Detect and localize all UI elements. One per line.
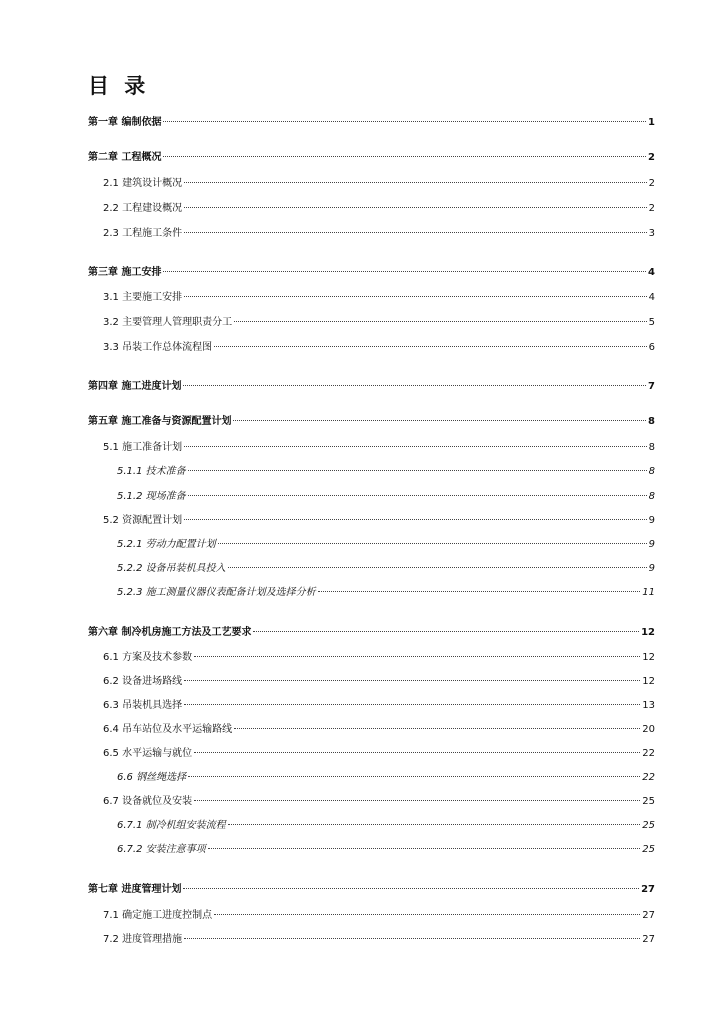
dot-leader bbox=[208, 848, 641, 849]
toc-entry-page-number: 2 bbox=[648, 178, 655, 189]
toc-entry-page-number: 12 bbox=[642, 676, 655, 687]
toc-entry-page-number: 12 bbox=[642, 652, 655, 663]
toc-entry-label: 6.7 设备就位及安装 bbox=[103, 796, 193, 807]
dot-leader bbox=[188, 495, 647, 496]
dot-leader bbox=[163, 271, 646, 272]
toc-entry[interactable] bbox=[103, 440, 655, 456]
toc-entry-page-number: 12 bbox=[641, 627, 655, 638]
toc-entry-page-number: 4 bbox=[648, 292, 655, 303]
toc-entry[interactable] bbox=[88, 379, 655, 395]
toc-entry[interactable] bbox=[103, 674, 655, 690]
toc-entry-page-number: 22 bbox=[642, 772, 655, 783]
toc-entry-label: 7.2 进度管理措施 bbox=[103, 934, 183, 945]
dot-leader bbox=[184, 446, 647, 447]
toc-entry-label: 第二章 工程概况 bbox=[88, 152, 162, 163]
toc-entry-label: 2.1 建筑设计概况 bbox=[103, 178, 183, 189]
dot-leader bbox=[184, 232, 647, 233]
dot-leader bbox=[233, 420, 646, 421]
toc-entry[interactable] bbox=[103, 513, 655, 529]
dot-leader bbox=[228, 824, 641, 825]
toc-entry[interactable] bbox=[88, 265, 655, 281]
toc-entry[interactable] bbox=[88, 882, 655, 898]
toc-entry-page-number: 25 bbox=[642, 844, 655, 855]
toc-entry[interactable] bbox=[103, 201, 655, 217]
toc-entry-page-number: 9 bbox=[648, 563, 655, 574]
toc-entry[interactable] bbox=[103, 746, 655, 762]
toc-entry[interactable] bbox=[117, 818, 655, 834]
toc-entry-page-number: 8 bbox=[648, 466, 655, 477]
toc-entry-label: 5.2.3 施工测量仪器仪表配备计划及选择分析 bbox=[117, 587, 316, 598]
toc-entry-page-number: 2 bbox=[648, 152, 655, 163]
toc-entry-label: 第四章 施工进度计划 bbox=[88, 381, 182, 392]
dot-leader bbox=[183, 385, 646, 386]
toc-entry[interactable] bbox=[117, 585, 655, 601]
toc-entry-page-number: 13 bbox=[642, 700, 655, 711]
toc-entry-page-number: 2 bbox=[648, 203, 655, 214]
toc-entry-label: 5.1.1 技术准备 bbox=[117, 466, 186, 477]
toc-entry-page-number: 8 bbox=[648, 442, 655, 453]
toc-entry[interactable] bbox=[88, 115, 655, 131]
toc-entry[interactable] bbox=[117, 489, 655, 505]
dot-leader bbox=[184, 296, 647, 297]
toc-entry-label: 3.2 主要管理人管理职责分工 bbox=[103, 317, 233, 328]
dot-leader bbox=[214, 914, 640, 915]
dot-leader bbox=[184, 519, 647, 520]
toc-entry[interactable] bbox=[88, 625, 655, 641]
toc-entry[interactable] bbox=[103, 722, 655, 738]
toc-entry-page-number: 3 bbox=[648, 228, 655, 239]
toc-entry[interactable] bbox=[103, 698, 655, 714]
dot-leader bbox=[163, 121, 646, 122]
toc-entry-label: 6.5 水平运输与就位 bbox=[103, 748, 193, 759]
toc-entry[interactable] bbox=[88, 150, 655, 166]
toc-entry-page-number: 4 bbox=[648, 267, 655, 278]
toc-entry-label: 第六章 制冷机房施工方法及工艺要求 bbox=[88, 627, 252, 638]
dot-leader bbox=[184, 182, 647, 183]
dot-leader bbox=[163, 156, 646, 157]
page-title: 目 录 bbox=[88, 74, 150, 98]
toc-entry-page-number: 27 bbox=[642, 934, 655, 945]
toc-entry-label: 5.2.1 劳动力配置计划 bbox=[117, 539, 216, 550]
toc-entry[interactable] bbox=[103, 650, 655, 666]
toc-entry[interactable] bbox=[103, 794, 655, 810]
toc-entry[interactable] bbox=[117, 842, 655, 858]
dot-leader bbox=[194, 800, 640, 801]
toc-entry-label: 6.2 设备进场路线 bbox=[103, 676, 183, 687]
toc-entry-label: 第七章 进度管理计划 bbox=[88, 884, 182, 895]
dot-leader bbox=[183, 888, 639, 889]
toc-entry-page-number: 25 bbox=[642, 820, 655, 831]
toc-entry[interactable] bbox=[103, 226, 655, 242]
toc-entry-page-number: 22 bbox=[642, 748, 655, 759]
dot-leader bbox=[234, 321, 647, 322]
toc-entry-label: 2.2 工程建设概况 bbox=[103, 203, 183, 214]
dot-leader bbox=[234, 728, 640, 729]
toc-entry-label: 6.6 钢丝绳选择 bbox=[117, 772, 187, 783]
toc-entry-label: 第五章 施工准备与资源配置计划 bbox=[88, 416, 232, 427]
toc-entry-label: 6.3 吊装机具选择 bbox=[103, 700, 183, 711]
dot-leader bbox=[218, 543, 647, 544]
dot-leader bbox=[214, 346, 647, 347]
dot-leader bbox=[228, 567, 647, 568]
dot-leader bbox=[188, 470, 647, 471]
toc-entry[interactable] bbox=[103, 908, 655, 924]
toc-entry-page-number: 6 bbox=[648, 342, 655, 353]
toc-entry-label: 2.3 工程施工条件 bbox=[103, 228, 183, 239]
toc-entry[interactable] bbox=[88, 414, 655, 430]
dot-leader bbox=[253, 631, 639, 632]
toc-entry-page-number: 9 bbox=[648, 539, 655, 550]
toc-entry-label: 6.7.1 制冷机组安装流程 bbox=[117, 820, 226, 831]
toc-entry[interactable] bbox=[103, 290, 655, 306]
dot-leader bbox=[184, 680, 640, 681]
dot-leader bbox=[194, 656, 640, 657]
toc-entry-page-number: 8 bbox=[648, 491, 655, 502]
dot-leader bbox=[184, 938, 640, 939]
toc-entry-page-number: 11 bbox=[642, 587, 655, 598]
dot-leader bbox=[184, 207, 647, 208]
toc-entry-label: 6.7.2 安装注意事项 bbox=[117, 844, 206, 855]
toc-entry-page-number: 5 bbox=[648, 317, 655, 328]
dot-leader bbox=[184, 704, 640, 705]
toc-entry-page-number: 25 bbox=[642, 796, 655, 807]
toc-entry-label: 第三章 施工安排 bbox=[88, 267, 162, 278]
toc-entry-label: 3.3 吊装工作总体流程图 bbox=[103, 342, 213, 353]
toc-entry-label: 6.1 方案及技术参数 bbox=[103, 652, 193, 663]
toc-entry[interactable] bbox=[103, 340, 655, 356]
toc-entry-label: 7.1 确定施工进度控制点 bbox=[103, 910, 213, 921]
toc-entry-label: 5.2 资源配置计划 bbox=[103, 515, 183, 526]
toc-entry[interactable] bbox=[117, 537, 655, 553]
toc-entry-label: 3.1 主要施工安排 bbox=[103, 292, 183, 303]
toc-entry[interactable] bbox=[117, 770, 655, 786]
toc-entry-page-number: 8 bbox=[648, 416, 655, 427]
toc-entry[interactable] bbox=[117, 561, 655, 577]
toc-entry-page-number: 7 bbox=[648, 381, 655, 392]
toc-entry[interactable] bbox=[103, 315, 655, 331]
toc-entry[interactable] bbox=[103, 176, 655, 192]
dot-leader bbox=[188, 776, 640, 777]
dot-leader bbox=[194, 752, 640, 753]
toc-entry-label: 5.1.2 现场准备 bbox=[117, 491, 186, 502]
toc-entry-page-number: 27 bbox=[641, 884, 655, 895]
toc-entry-page-number: 27 bbox=[642, 910, 655, 921]
dot-leader bbox=[318, 591, 641, 592]
toc-entry-page-number: 20 bbox=[642, 724, 655, 735]
toc-entry-label: 5.1 施工准备计划 bbox=[103, 442, 183, 453]
toc-entry-page-number: 9 bbox=[648, 515, 655, 526]
toc-entry-label: 5.2.2 设备吊装机具投入 bbox=[117, 563, 226, 574]
toc-entry-page-number: 1 bbox=[648, 117, 655, 128]
toc-entry[interactable] bbox=[117, 464, 655, 480]
toc-entry-label: 6.4 吊车站位及水平运输路线 bbox=[103, 724, 233, 735]
toc-entry-label: 第一章 编制依据 bbox=[88, 117, 162, 128]
toc-entry[interactable] bbox=[103, 932, 655, 948]
